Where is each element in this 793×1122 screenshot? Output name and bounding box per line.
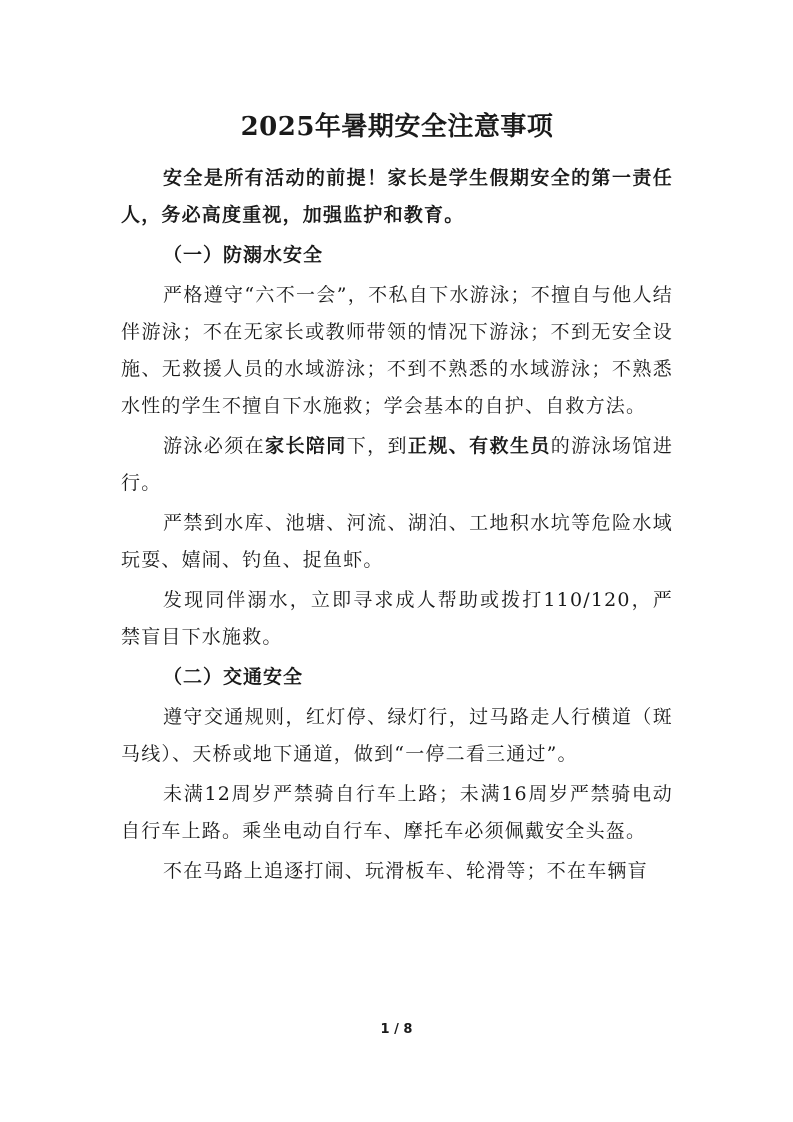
text-segment: 下，到	[346, 435, 408, 457]
traffic-rules-paragraph: 遵守交通规则，红灯停、绿灯行，过马路走人行横道（斑马线）、天桥或地下通道，做到“一停二看三通过”。	[121, 706, 673, 765]
section-heading-traffic: （二）交通安全	[163, 666, 304, 688]
drowning-rules-paragraph: 严格遵守“六不一会”，不私自下水游泳；不擅自与他人结伴游泳；不在无家长或教师带领的情况下游泳；不到无安全设施、无救援人员的水域游泳；不到不熟悉的水域游泳；不熟悉水性的学生不擅自下水施救；学会基本的自护、自救方法。	[121, 284, 673, 417]
section-heading-drowning: （一）防溺水安全	[163, 244, 324, 266]
intro-paragraph: 安全是所有活动的前提！家长是学生假期安全的第一责任人，务必高度重视，加强监护和教育。	[121, 167, 673, 226]
dangerous-waters-paragraph: 严禁到水库、池塘、河流、湖泊、工地积水坑等危险水域玩耍、嬉闹、钓鱼、捉鱼虾。	[121, 512, 673, 571]
document-body	[121, 104, 673, 893]
emphasis-parent-accompany: 家长陪同	[265, 435, 347, 457]
text-segment: 的游泳场馆进行。	[121, 435, 674, 494]
rescue-call-paragraph: 发现同伴溺水，立即寻求成人帮助或拨打110/120，严禁盲目下水施救。	[121, 589, 673, 648]
cycling-age-paragraph: 未满12周岁严禁骑自行车上路；未满16周岁严禁骑电动自行车上路。乘坐电动自行车、摩托车必须佩戴安全头盔。	[121, 783, 673, 842]
document-title: 2025年暑期安全注意事项	[240, 112, 554, 142]
street-play-paragraph: 不在马路上追逐打闹、玩滑板车、轮滑等；不在车辆盲	[163, 860, 648, 882]
emphasis-lifeguard: 正规、有救生员	[407, 435, 551, 457]
swimming-supervision-paragraph	[121, 428, 673, 502]
text-segment: 游泳必须在	[163, 435, 266, 457]
page-number: 1 / 8	[380, 1022, 413, 1037]
